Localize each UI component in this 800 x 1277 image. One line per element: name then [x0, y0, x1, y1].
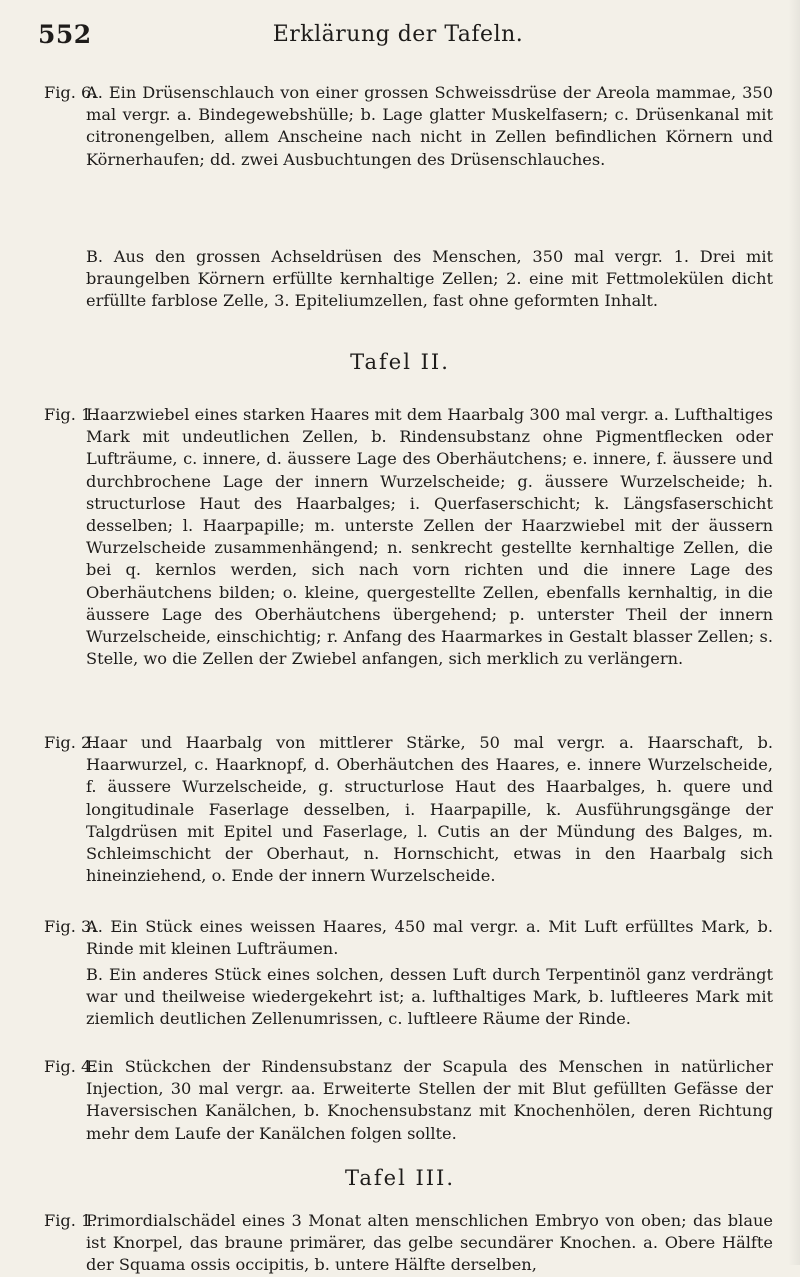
fig-text: Haar und Haarbalg von mittlerer Stärke, 50 mal vergr. a. Haarschaft, b. Haarwurzel, c. Haarknopf, d. Oberhäutchen des Haares, e. innere Wurzelscheide, f. äussere Wurzelscheide, g. structurlose Haut des Haarbalges, h. quere und longitudinale Faserlage desselben, i. Haarpapille, k. Ausführungsgänge der Talgdrüsen mit Epitel und Faserlage, l. Cutis an der Mündung des Balges, m. Schleimschicht der Oberhaut, n. Hornschicht, etwas in den Haarbalg sich hineinziehend, o. Ende der innern Wurzelscheide.: [86, 733, 773, 886]
fig-text: Primordialschädel eines 3 Monat alten menschlichen Embryo von oben; das blaue ist Knorpel, das braune primärer, das gelbe secundärer Knochen. a. Obere Hälfte der Squama ossis occipitis, b. untere Hälfte derselben,: [86, 1211, 773, 1275]
fig-label: Fig. 1.: [44, 405, 97, 424]
fig-text: B. Ein anderes Stück eines solchen, dessen Luft durch Terpentinöl ganz verdrängt war und theilweise wiedergekehrt ist; a. lufthaltiges Mark, b. luftleeres Mark mit ziemlich deutlichen Zellenumrissen, c. luftleere Räume der Rinde.: [86, 965, 773, 1029]
plate-title-tafel-2: Tafel II.: [350, 350, 450, 374]
page-edge-shadow: [788, 0, 800, 1265]
page-number: 552: [38, 20, 92, 49]
plate-title-tafel-3: Tafel III.: [344, 1166, 456, 1190]
fig-text: Ein Stückchen der Rindensubstanz der Scapula des Menschen in natürlicher Injection, 30 mal vergr. aa. Erweiterte Stellen der mit Blut gefüllten Gefässe der Haversischen Kanälchen, b. Knochensubstanz mit Knochenhölen, deren Richtung mehr dem Laufe der Kanälchen folgen sollte.: [86, 1057, 773, 1143]
fig-text: A. Ein Drüsenschlauch von einer grossen Schweissdrüse der Areola mammae, 350 mal vergr. a. Bindegewebshülle; b. Lage glatter Muskelfasern; c. Drüsenkanal mit citronengelben, allem Anscheine nach nicht in Zellen befindlichen Körnern und Körnerhaufen; dd. zwei Ausbuchtungen des Drüsenschlauches.: [86, 83, 773, 169]
fig-text: A. Ein Stück eines weissen Haares, 450 mal vergr. a. Mit Luft erfülltes Mark, b. Rinde mit kleinen Lufträumen.: [86, 917, 773, 959]
fig-label: Fig. 4.: [44, 1057, 97, 1076]
fig-label: Fig. 6.: [44, 83, 97, 102]
fig-text: B. Aus den grossen Achseldrüsen des Menschen, 350 mal vergr. 1. Drei mit braungelben Körnern erfüllte kernhaltige Zellen; 2. eine mit Fettmolekülen dicht erfüllte farblose Zelle, 3. Epiteliumzellen, fast ohne geformten Inhalt.: [86, 247, 773, 311]
page-header: [38, 20, 758, 60]
fig-label: Fig. 3.: [44, 917, 97, 936]
fig-label: Fig. 2.: [44, 733, 97, 752]
running-title: Erklärung der Tafeln.: [272, 22, 524, 47]
fig-text: Haarzwiebel eines starken Haares mit dem Haarbalg 300 mal vergr. a. Lufthaltiges Mark mit undeutlichen Zellen, b. Rindensubstanz ohne Pigmentflecken oder Lufträume, c. innere, d. äussere Lage des Oberhäutchens; e. innere, f. äussere und durchbrochene Lage der innern Wurzelscheide; g. äussere Wurzelscheide; h. structurlose Haut des Haarbalges; i. Querfaserschicht; k. Längsfaserschicht desselben; l. Haarpapille; m. unterste Zellen der Haarzwiebel mit der äussern Wurzelscheide zusammenhängend; n. senkrecht gestellte kernhaltige Zellen, die bei q. kernlos werden, sich nach vorn richten und die innere Lage des Oberhäutchens bilden; o. kleine, quergestellte Zellen, ebenfalls kernhaltig, in die äussere Lage des Oberhäutchens übergehend; p. unterster Theil der innern Wurzelscheide, einschichtig; r. Anfang des Haarmarkes in Gestalt blasser Zellen; s. Stelle, wo die Zellen der Zwiebel anfangen, sich merklich zu verlängern.: [86, 405, 773, 669]
fig-label: Fig. 1.: [44, 1211, 97, 1230]
